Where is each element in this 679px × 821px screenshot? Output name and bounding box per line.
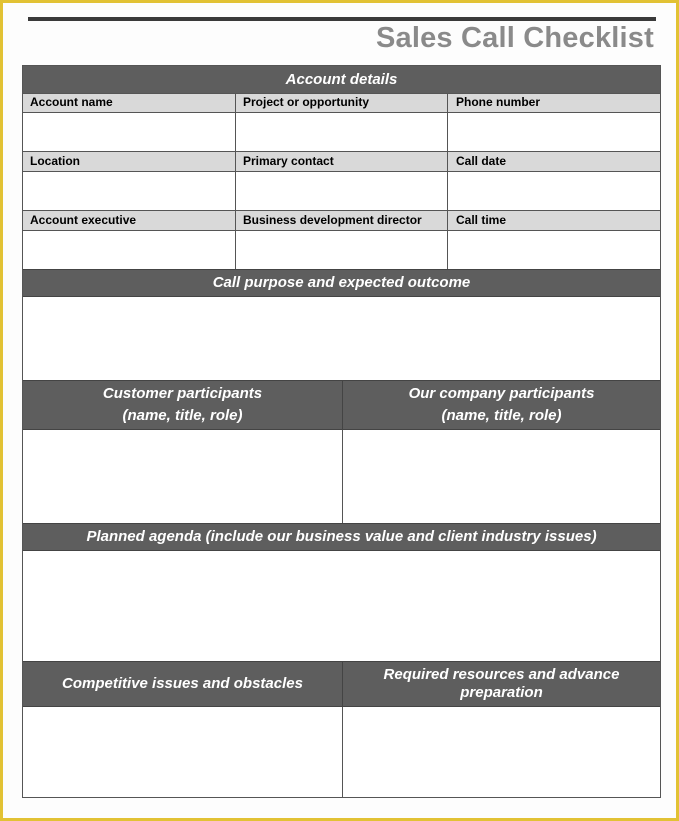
divider [447, 93, 448, 270]
label-phone-number: Phone number [456, 95, 541, 109]
label-project-opportunity: Project or opportunity [243, 95, 369, 109]
planned-agenda-header-text: Planned agenda (include our business value and client industry issues) [86, 528, 597, 545]
project-opportunity-field[interactable] [236, 113, 447, 151]
call-purpose-header [23, 269, 660, 297]
account-executive-field[interactable] [23, 231, 235, 269]
competitive-issues-header [23, 661, 342, 707]
planned-agenda-header [23, 523, 660, 551]
phone-number-field[interactable] [448, 113, 660, 151]
company-participants-title: Our company participants [408, 385, 595, 402]
customer-participants-field[interactable] [23, 430, 342, 523]
primary-contact-field[interactable] [236, 172, 447, 210]
label-business-development-director: Business development director [243, 213, 422, 227]
checklist-form [22, 65, 661, 798]
label-location: Location [30, 154, 80, 168]
customer-participants-subtitle: (name, title, role) [122, 407, 243, 424]
customer-participants-header [23, 380, 342, 430]
company-participants-field[interactable] [343, 430, 660, 523]
divider [342, 707, 343, 797]
location-field[interactable] [23, 172, 235, 210]
competitive-issues-field[interactable] [23, 707, 342, 797]
page-title: Sales Call Checklist [375, 22, 654, 54]
label-account-executive: Account executive [30, 213, 137, 227]
call-purpose-header-text: Call purpose and expected outcome [212, 274, 471, 291]
competitive-issues-header-text: Competitive issues and obstacles [62, 675, 303, 692]
planned-agenda-field[interactable] [23, 551, 660, 661]
required-resources-title: Required resources and advance [383, 666, 620, 683]
business-development-director-field[interactable] [236, 231, 447, 269]
label-row-2 [23, 151, 660, 172]
account-name-field[interactable] [23, 113, 235, 151]
required-resources-field[interactable] [343, 707, 660, 797]
label-call-time: Call time [456, 213, 507, 227]
call-time-field[interactable] [448, 231, 660, 269]
company-participants-subtitle: (name, title, role) [441, 407, 562, 424]
label-primary-contact: Primary contact [243, 154, 334, 168]
title-rule [28, 17, 656, 21]
call-purpose-field[interactable] [23, 297, 660, 380]
company-participants-header [342, 380, 660, 430]
call-date-field[interactable] [448, 172, 660, 210]
required-resources-header [342, 661, 660, 707]
customer-participants-title: Customer participants [102, 385, 263, 402]
divider [235, 93, 236, 270]
required-resources-subtitle: preparation [460, 684, 543, 701]
label-call-date: Call date [456, 154, 507, 168]
account-details-header-text: Account details [285, 70, 398, 88]
divider [342, 430, 343, 524]
label-account-name: Account name [30, 95, 113, 109]
account-details-header [23, 66, 660, 94]
